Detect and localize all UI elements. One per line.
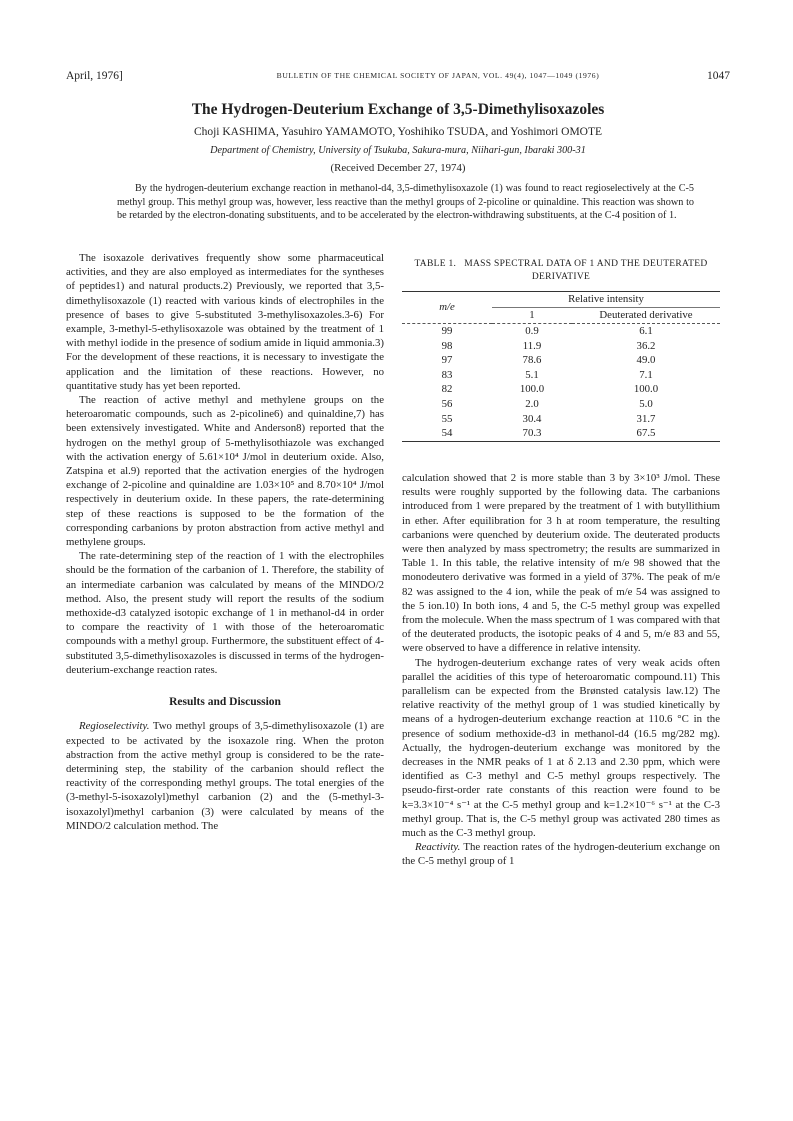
regioselectivity-paragraph <box>66 719 384 833</box>
mz-cell: 83 <box>441 368 453 381</box>
deuterated-cell: 5.0 <box>639 397 653 410</box>
issue-date: April, 1976] <box>66 70 123 82</box>
data-table <box>402 291 720 442</box>
deuterated-cell: 7.1 <box>639 368 653 381</box>
running-head <box>66 70 730 86</box>
paragraph-text: Two methyl groups of 3,5-dimethylisoxazole (1) are expected to be activated by the isoxazole ring. When the proton abstraction from the active methyl group is considered to be the rate-determining step, the stability of the carbanion should reflect the reactivity of the corresponding methyl groups. The total energies of the (3-methyl-5-isoxazolyl)methyl carbanion (2) and the (5-methyl-3-isoxazolyl)methyl carbanion (3) were calculated by means of the MINDO/2 calculation method. The <box>66 720 384 832</box>
mz-cell: 82 <box>441 383 453 396</box>
received-date: (Received December 27, 1974) <box>330 162 466 174</box>
table-row <box>402 412 720 427</box>
column-header-deuterated: Deuterated derivative <box>599 309 693 321</box>
results-paragraph-1: calculation showed that 2 is more stable than 3 by 3×10³ J/mol. These results were roughly supported by the following data. The carbanions introduced from 1 were prepared by the treatment of 1 with butyllithium in ether. After equilibration for 3 h at room temperature, the resulting carbanions were quenched by deuterium oxide. The deuterated products were then analyzed by mass spectrometry; the results are summarized in Table 1. In this table, the relative intensity of m/e 98 showed that the monodeutero derivative was formed in a yield of 37%. The peak of m/e 82 was assigned to the 4 ion, while the peak of m/e 54 was assigned to the 5 ion.10) In both ions, 4 and 5, the C-5 methyl group was expelled from the molecule. When the mass spectrum of 1 was compared with that of the deuterated products, the isotopic peaks of 4 and 5, m/e 83 and 55, were observed to have a difference in relative intensity. <box>402 472 720 655</box>
results-paragraph-2: The hydrogen-deuterium exchange rates of very weak acids often parallel the acidities of this type of heteroaromatic compound.11) This parallelism can be expected from the Brønsted catalysis law.12) The relative reactivity of the methyl group of 1 was studied kinetically by means of a hydrogen-deuterium exchange reaction at 110.6 °C in the presence of sodium methoxide-d3 in methanol-d4 (16.5 mg/282 mg). Actually, the hydrogen-deuterium exchange was monitored by the decreases in the NMR peaks of 1 at δ 2.13 and 2.30 ppm, which were identified as C-3 methyl and C-5 methyl groups respectively. The pseudo-first-order rate constants of this reaction were found to be k=3.3×10⁻⁴ s⁻¹ at the C-5 methyl group and k=1.2×10⁻⁶ s⁻¹ at the C-3 methyl group. That is, the C-5 methyl group was activated 280 times as much as the C-3 methyl group. <box>402 656 720 840</box>
compound-1-cell: 78.6 <box>522 354 542 367</box>
table-row <box>402 368 720 383</box>
deuterated-cell: 100.0 <box>633 383 659 396</box>
column-group-header: Relative intensity <box>492 292 720 308</box>
compound-1-cell: 11.9 <box>522 339 542 352</box>
compound-1-cell: 100.0 <box>519 383 545 396</box>
mz-cell: 56 <box>441 397 453 410</box>
mz-cell: 98 <box>441 339 453 352</box>
mass-spectral-table <box>402 258 720 442</box>
article-title: The Hydrogen-Deuterium Exchange of 3,5-Dimethylisoxazoles <box>191 101 605 118</box>
table-row <box>402 426 720 441</box>
table-row <box>402 324 720 339</box>
table-row <box>402 339 720 354</box>
run-in-heading: Reactivity. <box>415 841 461 854</box>
page-number: 1047 <box>707 70 730 82</box>
table-label: TABLE 1. <box>414 259 457 269</box>
compound-1-cell: 30.4 <box>522 412 542 425</box>
abstract: By the hydrogen-deuterium exchange reaction in methanol-d4, 3,5-dimethylisoxazole (1) was found to react regioselectively at the C-5 methyl group. This methyl group was, however, less reactive than the methyl groups of 2-picoline or quinaldine. This reaction was shown to be retarded by the electron-donating substituents, and to be accelerated by the electron-withdrawing substituents, at the C-4 position of 1. <box>117 183 694 221</box>
paragraph-text: The reaction rates of the hydrogen-deuterium exchange on the C-5 methyl group of 1 <box>402 841 720 868</box>
deuterated-cell: 49.0 <box>636 354 656 367</box>
compound-1-cell: 70.3 <box>492 426 572 441</box>
table-row <box>402 353 720 368</box>
mz-cell: 54 <box>402 426 492 441</box>
deuterated-cell: 67.5 <box>572 426 720 441</box>
table-row <box>402 397 720 412</box>
deuterated-cell: 6.1 <box>572 324 720 339</box>
section-heading: Results and Discussion <box>169 696 281 709</box>
compound-1-cell: 0.9 <box>492 324 572 339</box>
affiliation: Department of Chemistry, University of Tsukuba, Sakura-mura, Niihari-gun, Ibaraki 300-31 <box>210 145 586 156</box>
column-header-mz: m/e <box>402 292 492 324</box>
mz-cell: 55 <box>441 412 453 425</box>
reactivity-paragraph <box>402 840 720 868</box>
table-caption <box>402 258 720 283</box>
journal-citation: BULLETIN OF THE CHEMICAL SOCIETY OF JAPAN, VOL. 49(4), 1047—1049 (1976) <box>276 71 600 80</box>
intro-paragraph-2: The reaction of active methyl and methylene groups on the heteroaromatic compounds, such as 2-picoline6) and quinaldine,7) has been extensively investigated. White and Anderson8) reported that the hydrogen on the methyl group of 5-methylisothiazole was exchanged with the activation energy of 5.61×10⁴ J/mol in deuterium oxide. Also, Zatspina et al.9) reported that the activation energies of the hydrogen exchange of 2-picoline and quinaldine are 1.03×10⁵ and 8.70×10⁴ J/mol respectively in deuterium oxide. In these papers, the rate-determining step of these reactions is supposed to be the formation of the corresponding carbanions by proton abstraction from active methyl and methylene groups. <box>66 394 384 549</box>
mz-cell: 99 <box>402 324 492 339</box>
deuterated-cell: 36.2 <box>636 339 656 352</box>
intro-paragraph-1: The isoxazole derivatives frequently show some pharmaceutical activities, and they are also employed as intermediates for the syntheses of peptides1) and natural products.2) Previously, we reported that 3,5-dimethylisoxazole (1) reacted with various kinds of electrophiles in the presence of bases to give 5-substituted 3-methylisoxazoles.3-6) For example, 3-methyl-5-ethylisoxazole was obtained by the treatment of 1 with methyl iodide in the presence of sodium amide in liquid ammonia.3) For the development of these reactions, it is necessary to investigate the application and the limitation of these reactions. However, no quantitative study has yet been reported. <box>66 252 384 392</box>
compound-1-cell: 5.1 <box>525 368 539 381</box>
run-in-heading: Regioselectivity. <box>79 720 150 733</box>
compound-1-cell: 2.0 <box>525 397 539 410</box>
table-body <box>402 324 720 442</box>
left-column <box>66 251 384 833</box>
column-header-compound-1: 1 <box>529 309 535 321</box>
mz-cell: 97 <box>441 354 453 367</box>
intro-paragraph-3: The rate-determining step of the reaction of 1 with the electrophiles should be the formation of the carbanion of 1. Therefore, the stability of an intermediate carbanion was calculated by means of the MINDO/2 method. Also, the present study will report the results of the sodium methoxide-d3 catalyzed isotopic exchange of 1 in methanol-d4 in order to compare the reactivity of 1 with those of the heteroaromatic compounds with a methyl group. Furthermore, the substituent effect of 4-substituted 3,5-dimethylisoxazoles is discussed in terms of the hydrogen-deuterium-exchange reaction rates. <box>66 550 384 676</box>
table-caption-text: MASS SPECTRAL DATA OF 1 AND THE DEUTERATED DERIVATIVE <box>464 259 708 282</box>
right-column <box>402 471 720 869</box>
author-list: Choji KASHIMA, Yasuhiro YAMAMOTO, Yoshihiko TSUDA, and Yoshimori OMOTE <box>193 126 603 138</box>
deuterated-cell: 31.7 <box>636 412 656 425</box>
table-row <box>402 382 720 397</box>
